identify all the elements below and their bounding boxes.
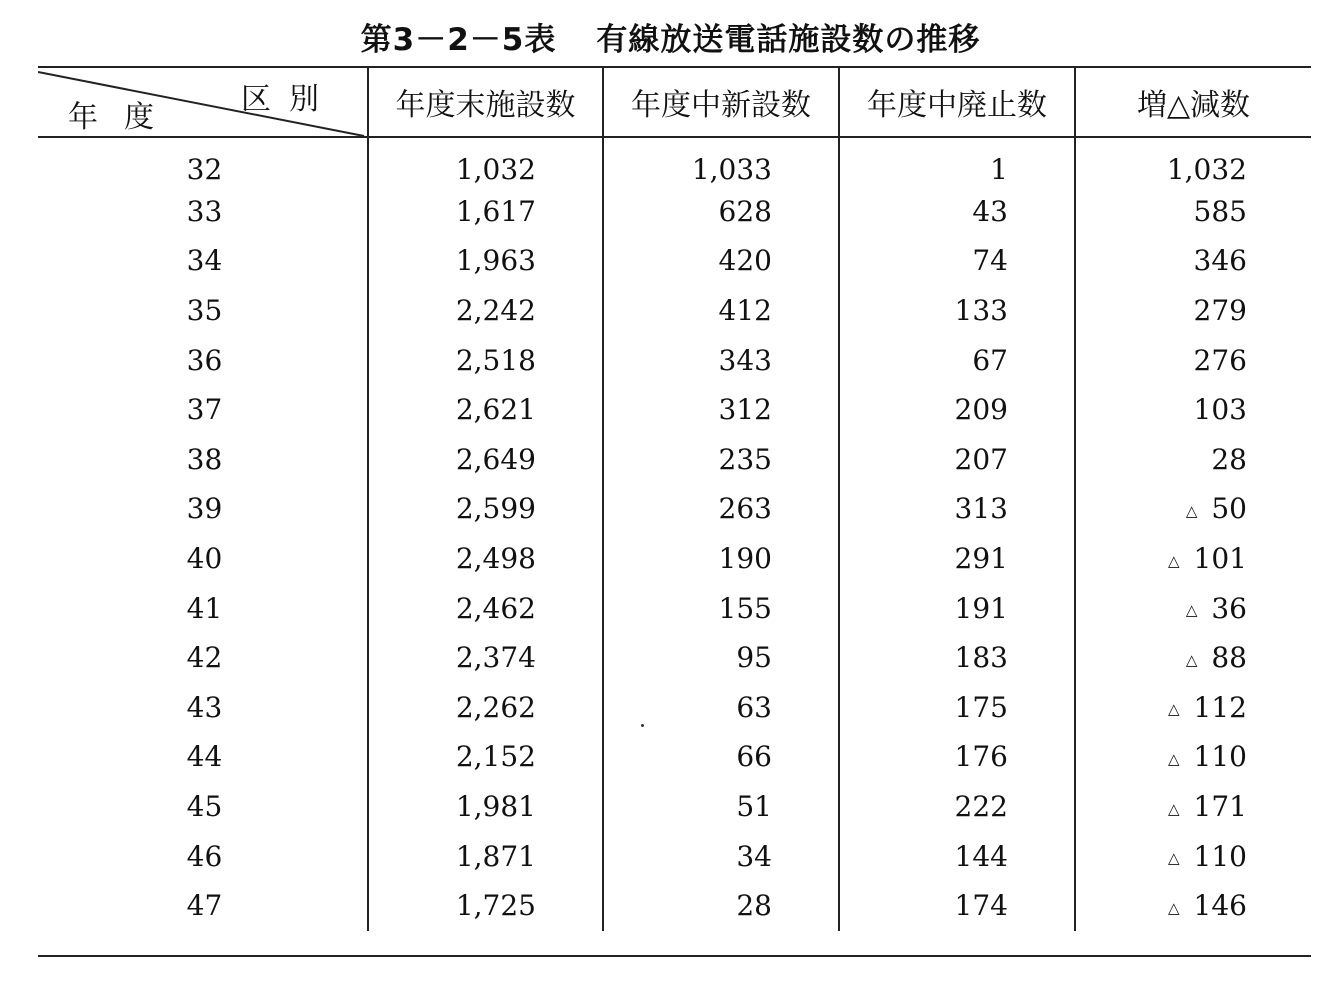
net-change-cell (1075, 831, 1311, 881)
abolished-count-cell: 209 (839, 385, 1075, 435)
net-change-cell (1075, 187, 1311, 237)
net-change-cell (1075, 583, 1311, 633)
net-change-value: 110 (1193, 839, 1247, 873)
net-change-value: 110 (1193, 740, 1247, 774)
decrease-marker: △ (1185, 501, 1198, 520)
table-caption: 有線放送電話施設数の推移 (596, 22, 981, 58)
table-row (38, 583, 1311, 633)
column-header-abolished-count: 年度中廃止数 (839, 67, 1075, 137)
decrease-marker: △ (1168, 749, 1180, 768)
end-count-cell: 2,152 (368, 732, 603, 782)
end-count-cell: 2,374 (368, 633, 603, 683)
table-row (38, 633, 1311, 683)
table-bottom-rule (38, 955, 1311, 957)
end-count-cell: 2,462 (368, 583, 603, 633)
net-change-value: 279 (1193, 294, 1247, 328)
year-cell: 45 (186, 790, 223, 824)
net-change-cell (1075, 683, 1311, 733)
net-change-value: 36 (1211, 591, 1247, 625)
abolished-count-cell: 222 (839, 782, 1075, 832)
abolished-count-cell: 291 (839, 534, 1075, 584)
net-change-value: 112 (1193, 690, 1247, 724)
new-count-cell: 1,033 (603, 137, 839, 187)
net-change-value: 585 (1193, 194, 1247, 228)
net-change-cell (1075, 137, 1311, 187)
new-count-cell: 412 (603, 286, 839, 336)
table-row (38, 881, 1311, 931)
net-change-cell (1075, 534, 1311, 584)
column-header-net-change: 増△減数 (1075, 67, 1311, 137)
end-count-cell: 1,871 (368, 831, 603, 881)
net-change-cell (1075, 484, 1311, 534)
abolished-count-cell: 313 (839, 484, 1075, 534)
new-count-cell: 628 (603, 187, 839, 237)
decrease-marker: △ (1168, 898, 1180, 917)
corner-label-year: 年度 (68, 100, 180, 135)
corner-header-cell (38, 67, 368, 137)
year-cell: 41 (186, 591, 223, 625)
end-count-cell: 1,617 (368, 187, 603, 237)
net-change-cell (1075, 236, 1311, 286)
header-row (38, 67, 1311, 137)
year-cell: 32 (186, 152, 223, 186)
decrease-marker: △ (1168, 799, 1180, 818)
table-row (38, 683, 1311, 733)
year-cell: 33 (186, 194, 223, 228)
end-count-cell: 2,599 (368, 484, 603, 534)
corner-label-category: 区別 (241, 82, 337, 117)
end-count-cell: 2,242 (368, 286, 603, 336)
table-row (38, 782, 1311, 832)
abolished-count-cell: 74 (839, 236, 1075, 286)
net-change-cell (1075, 881, 1311, 931)
net-change-cell (1075, 435, 1311, 485)
end-count-cell: 2,621 (368, 385, 603, 435)
new-count-cell: 190 (603, 534, 839, 584)
end-count-cell: 1,032 (368, 137, 603, 187)
year-cell: 44 (186, 740, 223, 774)
new-count-cell: 420 (603, 236, 839, 286)
end-count-cell: 1,981 (368, 782, 603, 832)
end-count-cell: 2,518 (368, 335, 603, 385)
abolished-count-cell: 191 (839, 583, 1075, 633)
decrease-marker: △ (1185, 650, 1198, 669)
new-count-cell: 51 (603, 782, 839, 832)
new-count-cell: 263 (603, 484, 839, 534)
table-row (38, 236, 1311, 286)
table-row (38, 534, 1311, 584)
stray-dot (641, 724, 644, 727)
net-change-value: 101 (1193, 542, 1247, 576)
decrease-marker: △ (1168, 849, 1180, 868)
year-cell: 34 (186, 244, 223, 278)
decrease-marker: △ (1168, 700, 1180, 719)
table-number: 第3－2－5表 (360, 22, 557, 58)
net-change-cell (1075, 732, 1311, 782)
year-cell: 39 (186, 492, 223, 526)
net-change-cell (1075, 286, 1311, 336)
end-count-cell: 2,262 (368, 683, 603, 733)
net-change-value: 28 (1211, 442, 1247, 476)
table-row (38, 831, 1311, 881)
decrease-marker: △ (1185, 601, 1198, 620)
abolished-count-cell: 183 (839, 633, 1075, 683)
new-count-cell: 63 (603, 683, 839, 733)
net-change-value: 276 (1193, 343, 1247, 377)
facility-count-table (38, 66, 1311, 931)
end-count-cell: 1,725 (368, 881, 603, 931)
abolished-count-cell: 1 (839, 137, 1075, 187)
column-header-end-count: 年度末施設数 (368, 67, 603, 137)
year-cell: 46 (186, 839, 223, 873)
new-count-cell: 28 (603, 881, 839, 931)
table-row (38, 484, 1311, 534)
net-change-value: 346 (1193, 244, 1247, 278)
net-change-cell (1075, 633, 1311, 683)
new-count-cell: 34 (603, 831, 839, 881)
net-change-value: 103 (1193, 393, 1247, 427)
abolished-count-cell: 144 (839, 831, 1075, 881)
new-count-cell: 66 (603, 732, 839, 782)
new-count-cell: 95 (603, 633, 839, 683)
abolished-count-cell: 175 (839, 683, 1075, 733)
net-change-value: 171 (1193, 790, 1247, 824)
year-cell: 40 (186, 542, 223, 576)
table-row (38, 335, 1311, 385)
year-cell: 35 (186, 294, 223, 328)
abolished-count-cell: 176 (839, 732, 1075, 782)
table-body (38, 137, 1311, 931)
table-row (38, 385, 1311, 435)
abolished-count-cell: 133 (839, 286, 1075, 336)
abolished-count-cell: 43 (839, 187, 1075, 237)
year-cell: 42 (186, 641, 223, 675)
end-count-cell: 2,649 (368, 435, 603, 485)
net-change-cell (1075, 335, 1311, 385)
end-count-cell: 1,963 (368, 236, 603, 286)
table-row (38, 286, 1311, 336)
table-row (38, 435, 1311, 485)
decrease-marker: △ (1168, 551, 1180, 570)
year-cell: 38 (186, 442, 223, 476)
new-count-cell: 343 (603, 335, 839, 385)
new-count-cell: 235 (603, 435, 839, 485)
table-row (38, 732, 1311, 782)
year-cell: 43 (186, 690, 223, 724)
year-cell: 47 (186, 889, 223, 923)
net-change-value: 1,032 (1166, 152, 1247, 186)
net-change-cell (1075, 782, 1311, 832)
new-count-cell: 155 (603, 583, 839, 633)
abolished-count-cell: 67 (839, 335, 1075, 385)
net-change-value: 146 (1193, 889, 1247, 923)
table-row (38, 137, 1311, 187)
abolished-count-cell: 174 (839, 881, 1075, 931)
abolished-count-cell: 207 (839, 435, 1075, 485)
year-cell: 36 (186, 343, 223, 377)
table-row (38, 187, 1311, 237)
new-count-cell: 312 (603, 385, 839, 435)
end-count-cell: 2,498 (368, 534, 603, 584)
table-title (0, 14, 1341, 59)
net-change-value: 88 (1211, 641, 1247, 675)
net-change-value: 50 (1211, 492, 1247, 526)
year-cell: 37 (186, 393, 223, 427)
net-change-cell (1075, 385, 1311, 435)
column-header-new-count: 年度中新設数 (603, 67, 839, 137)
